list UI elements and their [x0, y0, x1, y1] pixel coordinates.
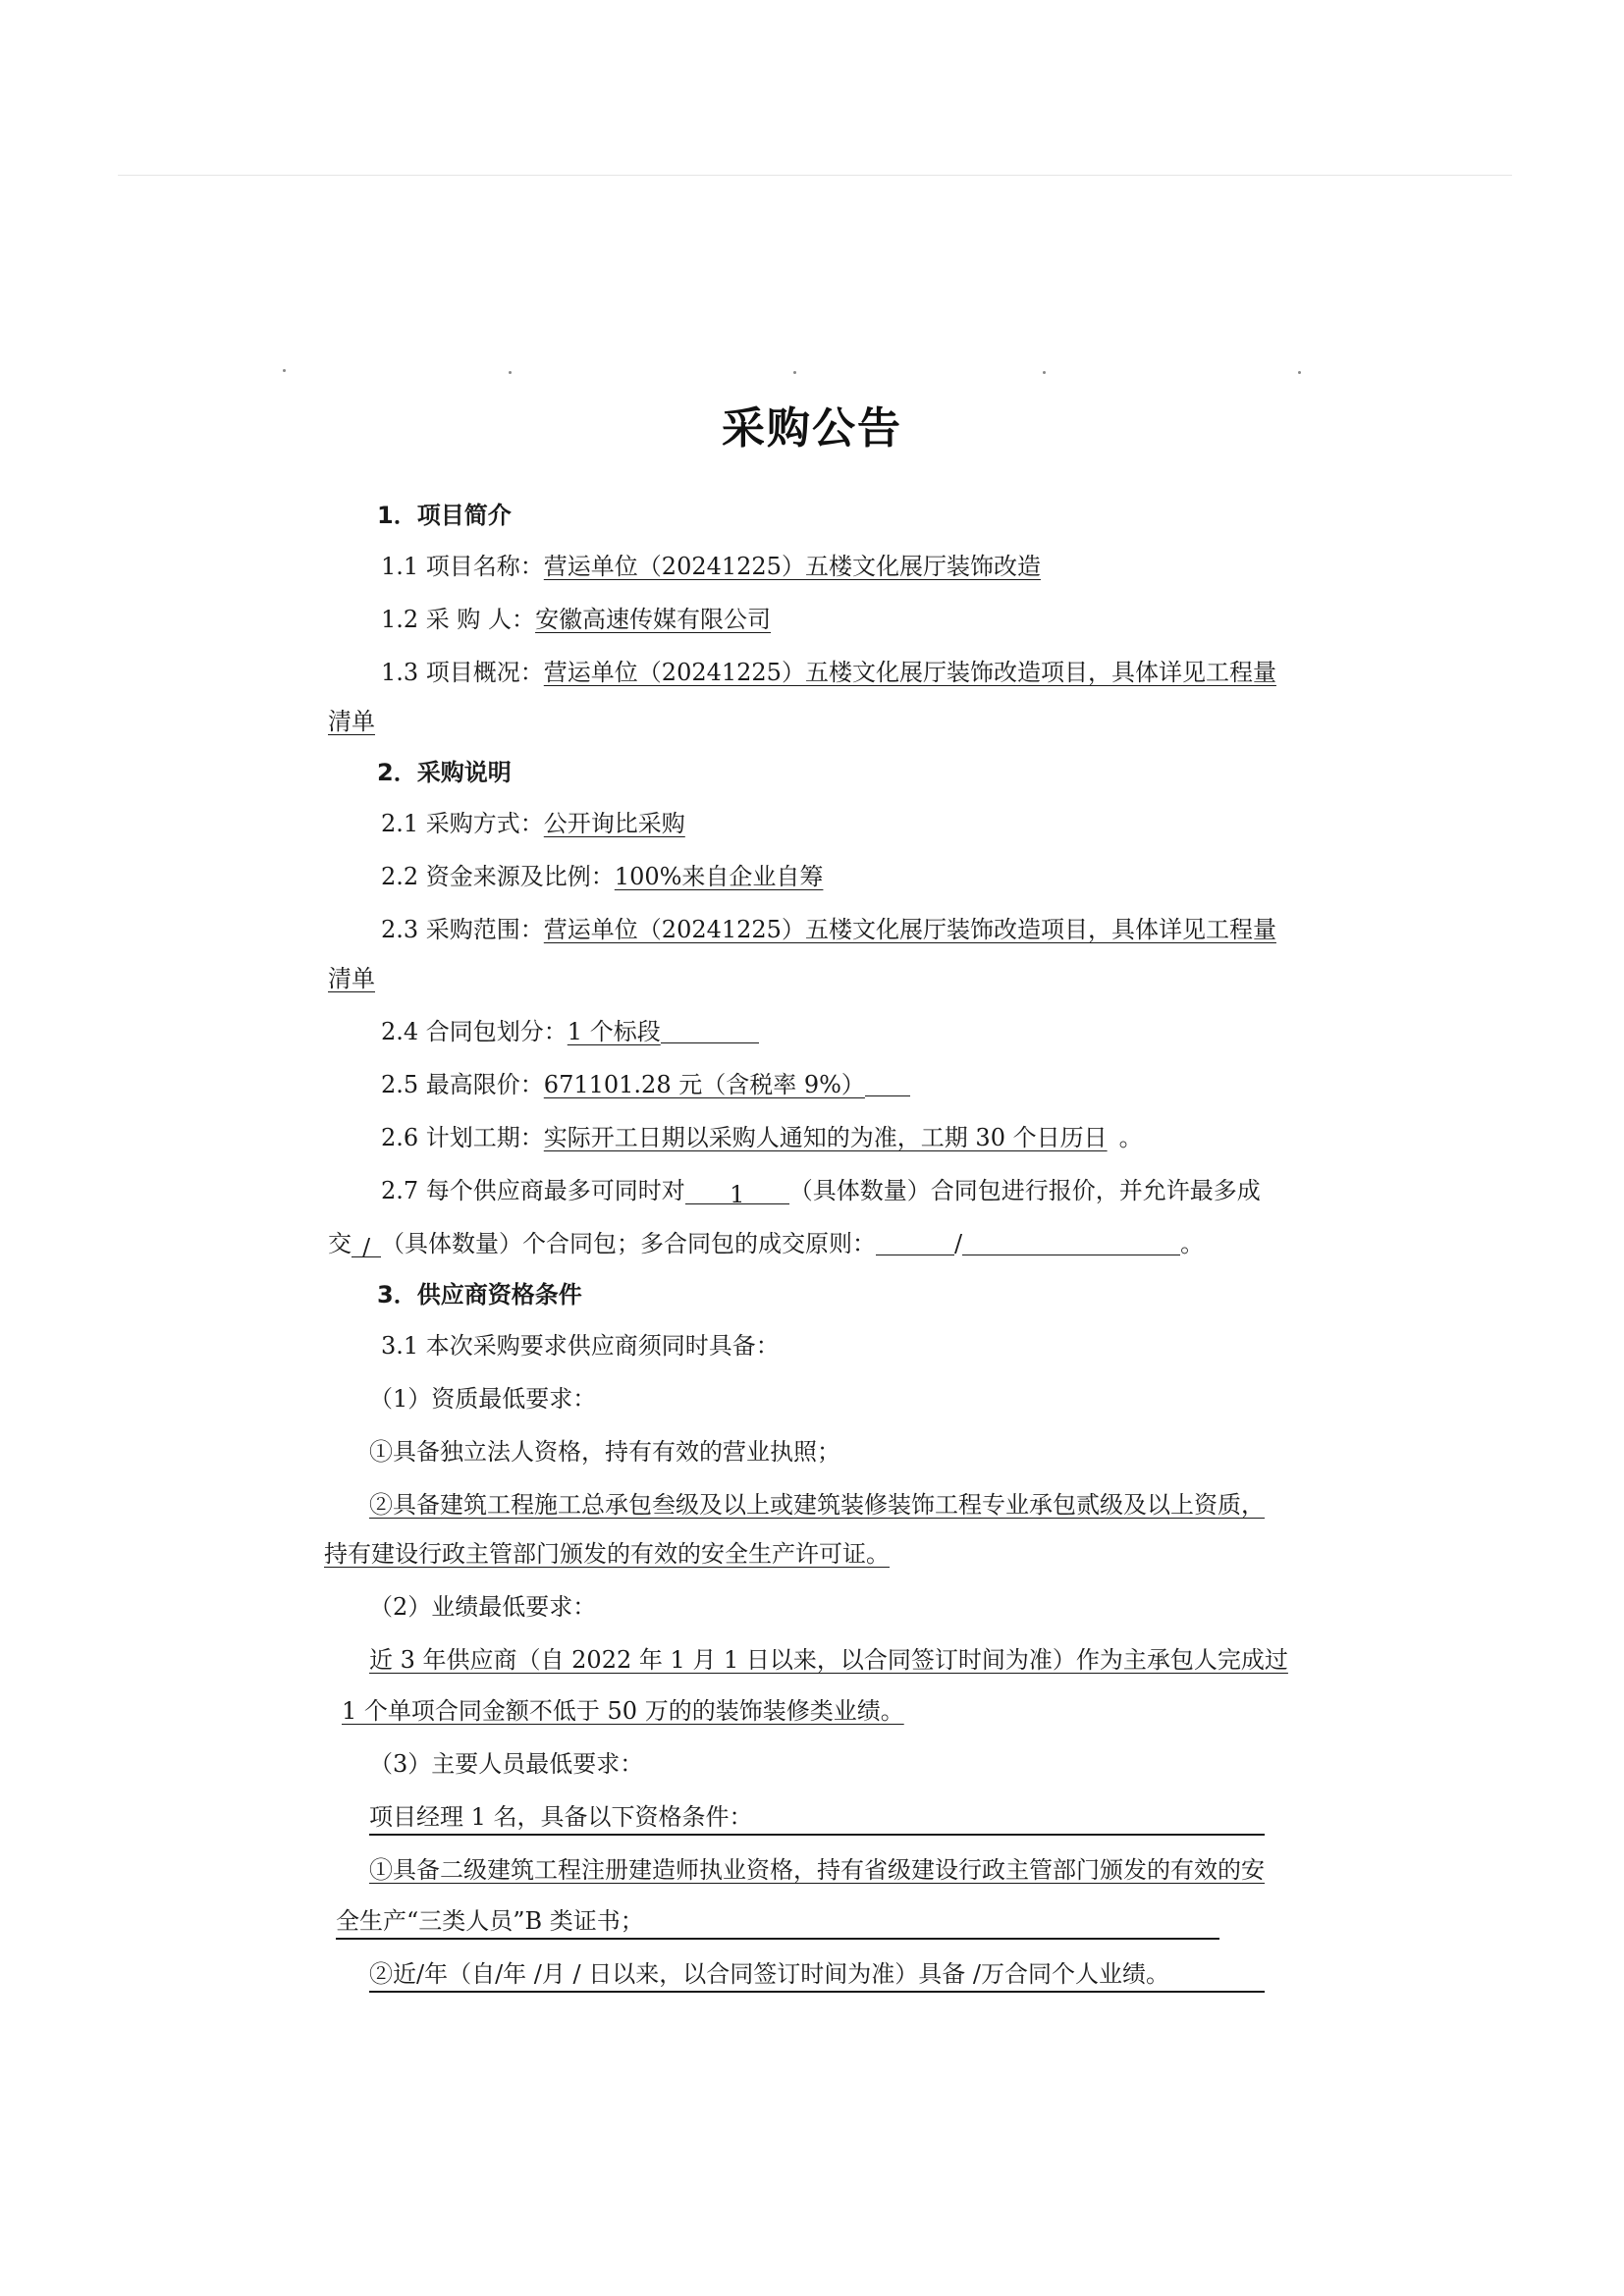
- item-2-3-continued: [328, 962, 375, 995]
- project-overview-value-cont: 清单: [328, 708, 375, 735]
- item-tail: 。: [1118, 1124, 1143, 1151]
- qualification-heading: （1）资质最低要求：: [369, 1385, 597, 1413]
- item-text: 。: [1180, 1230, 1205, 1257]
- scan-edge-line: [118, 175, 1512, 176]
- qualification-2: [369, 1488, 1265, 1522]
- personnel-heading: （3）主要人员最低要求：: [369, 1750, 644, 1778]
- item-label: 1.2 采 购 人：: [381, 606, 536, 633]
- qualification-2-text-cont: 持有建设行政主管部门颁发的有效的安全生产许可证。: [324, 1540, 890, 1568]
- schedule-value: 实际开工日期以采购人通知的为准，工期 30 个日历日: [543, 1124, 1108, 1151]
- item-label: 2.4 合同包划分：: [381, 1018, 568, 1045]
- item-2-3: [381, 913, 1276, 946]
- item-2-7: [381, 1174, 1261, 1207]
- section-1-heading: 1．项目简介: [377, 502, 512, 529]
- item-label: 1.1 项目名称：: [381, 553, 544, 580]
- qualification-2-text: ②具备建筑工程施工总承包叁级及以上或建筑装修装饰工程专业承包贰级及以上资质，: [369, 1491, 1265, 1519]
- project-overview-value: 营运单位（20241225）五楼文化展厅装饰改造项目，具体详见工程量: [543, 659, 1276, 686]
- scan-speck: [509, 371, 512, 374]
- purchaser-value: 安徽高速传媒有限公司: [535, 606, 772, 633]
- section-2-heading: 2．采购说明: [377, 759, 512, 786]
- item-2-6: [381, 1121, 1143, 1154]
- performance-requirement: [369, 1643, 1288, 1677]
- blank-underline: [962, 1229, 1180, 1255]
- item-text: 2.7 每个供应商最多可同时对: [381, 1177, 685, 1204]
- personnel-text: 项目经理 1 名，具备以下资格条件：: [369, 1803, 753, 1831]
- procurement-method-value: 公开询比采购: [543, 810, 685, 837]
- item-label: 2.1 采购方式：: [381, 810, 544, 837]
- scan-speck: [1298, 371, 1301, 374]
- performance-heading: （2）业绩最低要求：: [369, 1593, 597, 1621]
- item-label: 2.6 计划工期：: [381, 1124, 544, 1151]
- personnel-requirement-2: [369, 1957, 1169, 1991]
- item-1-2: [381, 603, 771, 636]
- fund-source-value: 100%来自企业自筹: [614, 863, 824, 890]
- item-label: 2.2 资金来源及比例：: [381, 863, 615, 890]
- procurement-scope-value-cont: 清单: [328, 965, 375, 992]
- item-2-4: [381, 1015, 759, 1048]
- procurement-scope-value: 营运单位（20241225）五楼文化展厅装饰改造项目，具体详见工程量: [543, 916, 1276, 943]
- qualification-1: ①具备独立法人资格，持有有效的营业执照；: [369, 1438, 840, 1466]
- item-1-3: [381, 656, 1276, 689]
- performance-requirement-continued: [342, 1694, 904, 1728]
- item-text: （具体数量）个合同包；多合同包的成交原则：: [381, 1230, 876, 1257]
- underline-rule: [369, 1834, 1265, 1836]
- underline-rule: [369, 1991, 1265, 1993]
- max-bid-packages-value: 1: [685, 1178, 789, 1204]
- performance-text-cont: 1 个单项合同金额不低于 50 万的的装饰装修类业绩。: [342, 1697, 904, 1725]
- item-text: 交: [328, 1230, 352, 1257]
- item-2-2: [381, 860, 823, 893]
- max-price-value: 671101.28 元（含税率 9%）: [543, 1071, 865, 1098]
- personnel-requirement-2-text: ②近/年（自/年 /月 / 日以来，以合同签订时间为准）具备 /万合同个人业绩。: [369, 1960, 1169, 1988]
- item-label: 2.5 最高限价：: [381, 1071, 544, 1098]
- qualification-2-continued: [324, 1537, 890, 1571]
- scan-speck: [1043, 371, 1046, 374]
- section-3-heading: 3．供应商资格条件: [377, 1281, 582, 1308]
- item-text: （具体数量）合同包进行报价，并允许最多成: [788, 1177, 1261, 1204]
- personnel-requirement-1-text-cont: 全生产“三类人员”B 类证书；: [336, 1907, 644, 1935]
- personnel-requirement-1-continued: [336, 1904, 644, 1938]
- scan-speck: [793, 371, 796, 374]
- item-label: 1.3 项目概况：: [381, 659, 544, 686]
- underline-rule: [336, 1938, 1219, 1940]
- item-1-3-continued: [328, 705, 375, 738]
- personnel-project-manager: [369, 1800, 753, 1834]
- contract-package-value: 1 个标段: [567, 1018, 661, 1045]
- award-principle-value: /: [954, 1230, 963, 1257]
- item-3-1: 3.1 本次采购要求供应商须同时具备：: [381, 1332, 780, 1360]
- personnel-requirement-1-text: ①具备二级建筑工程注册建造师执业资格，持有省级建设行政主管部门颁发的有效的安: [369, 1856, 1265, 1884]
- performance-text: 近 3 年供应商（自 2022 年 1 月 1 日以来，以合同签订时间为准）作为主承包人完成过: [369, 1646, 1288, 1674]
- item-2-5: [381, 1068, 910, 1101]
- blank-underline: [865, 1070, 910, 1096]
- document-title: 采购公告: [722, 403, 902, 454]
- personnel-requirement-1: [369, 1853, 1265, 1887]
- item-label: 2.3 采购范围：: [381, 916, 544, 943]
- item-1-1: [381, 550, 1041, 583]
- scan-speck: [283, 369, 286, 372]
- project-name-value: 营运单位（20241225）五楼文化展厅装饰改造: [543, 553, 1041, 580]
- blank-underline: [876, 1229, 954, 1255]
- item-2-7-continued: [328, 1227, 1204, 1260]
- item-2-1: [381, 807, 685, 840]
- max-award-packages-value: /: [352, 1231, 381, 1257]
- blank-underline: [661, 1017, 759, 1043]
